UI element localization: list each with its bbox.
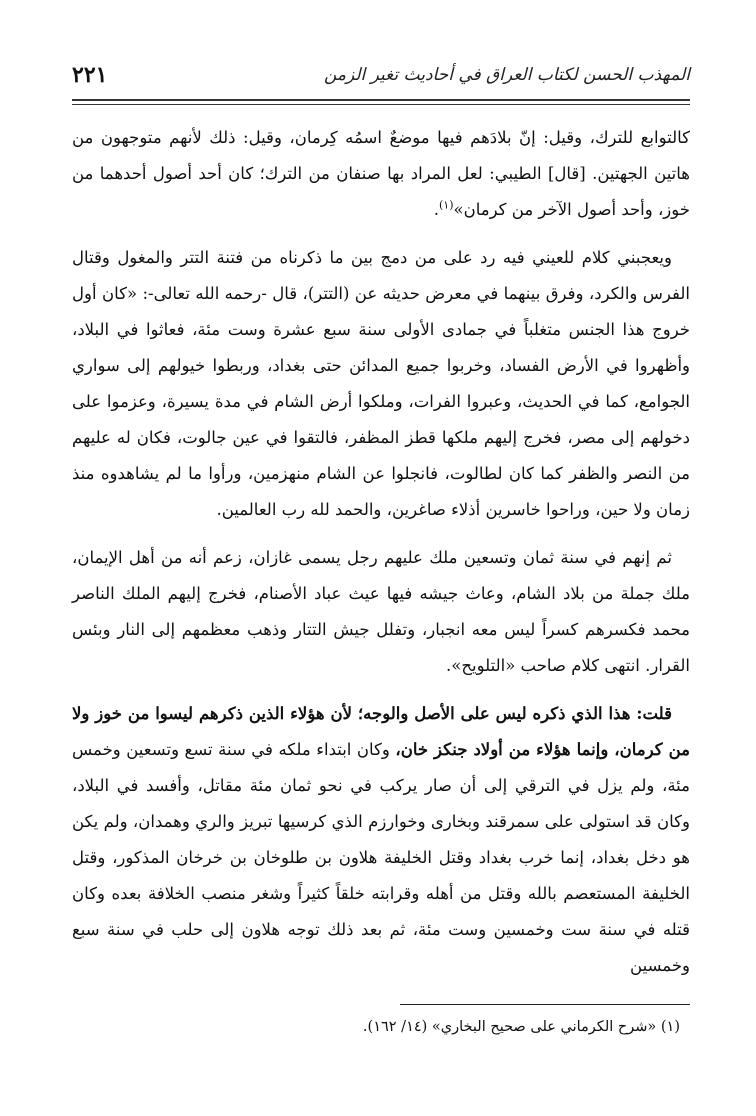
page-header [72, 54, 690, 96]
paragraph-3 [72, 540, 690, 684]
paragraph-2-text: ويعجبني كلام للعيني فيه رد على من دمج بين ما ذكرناه من فتنة التتر والمغول وقتال الفرس والكرد، وفرق بينهما في معرض حديثه عن (التتر)، قال -رحمه الله تعالى-: «كان أول خروج هذا الجنس متغلباً في جمادى الأولى سنة سبع عشرة وست مئة، فعاثوا في البلاد، وأظهروا في الأرض الفساد، وخربوا جميع المدائن حتى بغداد، وربطوا خيولهم إلى سواري الجوامع، كما في الحديث، وعبروا الفرات، وملكوا أرض الشام في مدة يسيرة، وعزموا على دخولهم إلى مصر، فخرج إليهم ملكها قطز المظفر، فالتقوا في عين جالوت، فكان له عليهم من النصر والظفر كما كان لطالوت، فانجلوا عن الشام منهزمين، ورأوا ما لم يشاهدوه منذ زمان ولا حين، وراحوا خاسرين أذلاء صاغرين، والحمد لله رب العالمين. [72, 248, 690, 519]
footnote-text: (١) «شرح الكرماني على صحيح البخاري» (١٤/ ١٦٢). [362, 1019, 680, 1035]
header-rule-thick [72, 99, 690, 101]
paragraph-3-text: ثم إنهم في سنة ثمان وتسعين ملك عليهم رجل يسمى غازان، زعم أنه من أهل الإيمان، ملك جملة من بلاد الشام، وعاث جيشه فيها عيث عباد الأصنام، فخرج إليهم الملك الناصر محمد فكسرهم كسراً ليس معه انجبار، وتفلل جيش التتار وذهب معظمهم إلى النار وبئس القرار. انتهى كلام صاحب «التلويح». [72, 548, 690, 675]
header-rule-thin [72, 104, 690, 105]
main-text [72, 120, 690, 996]
paragraph-4 [72, 696, 690, 984]
page-number: ٢٢١ [72, 62, 108, 88]
footnote [72, 1014, 680, 1040]
paragraph-2 [72, 240, 690, 528]
paragraph-4-text: وكان ابتداء ملكه في سنة تسع وتسعين وخمس مئة، ولم يزل في الترقي إلى أن صار يركب في نحو ثمان مئة مقاتل، وأفسد في البلاد، وكان قد استولى على سمرقند وبخارى وخوارزم الذي كرسيها تبريز والري وهمدان، ولم يكن هو دخل بغداد، إنما خرب بغداد وقتل الخليفة هلاون بن طلوخان بن خرخان المذكور، وقتل الخليفة المستعصم بالله وقتل من أهله وقرابته خلقاً كثيراً وشغر منصب الخلافة بعده وكان قتله في سنة ست وخمسين وست مئة، ثم بعد ذلك توجه هلاون إلى حلب في سنة سبع وخمسين [72, 740, 690, 975]
book-title: المهذب الحسن لكتاب العراق في أحاديث تغير الزمن [323, 65, 690, 85]
paragraph-4-bold-lead: قلت: هذا الذي ذكره ليس على الأصل والوجه؛ لأن هؤلاء الذين ذكرهم ليسوا من خوز ولا من كرمان، وإنما هؤلاء من أولاد جنكز خان، [72, 704, 690, 759]
paragraph-1-end: . [433, 200, 439, 219]
paragraph-1 [72, 120, 690, 228]
paragraph-1-text: كالتوابع للترك، وقيل: إنّ بلادَهم فيها موضعٌ اسمُه كِرمان، وقيل: ذلك لأنهم متوجهون من هاتين الجهتين. [قال] الطيبي: لعل المراد بها صنفان من الترك؛ كان أحد أصول أحدهما من خوز، وأحد أصول الآخر من كرمان» [72, 128, 690, 219]
footnote-reference[interactable]: (١) [438, 198, 454, 212]
footnote-divider [400, 1004, 690, 1005]
